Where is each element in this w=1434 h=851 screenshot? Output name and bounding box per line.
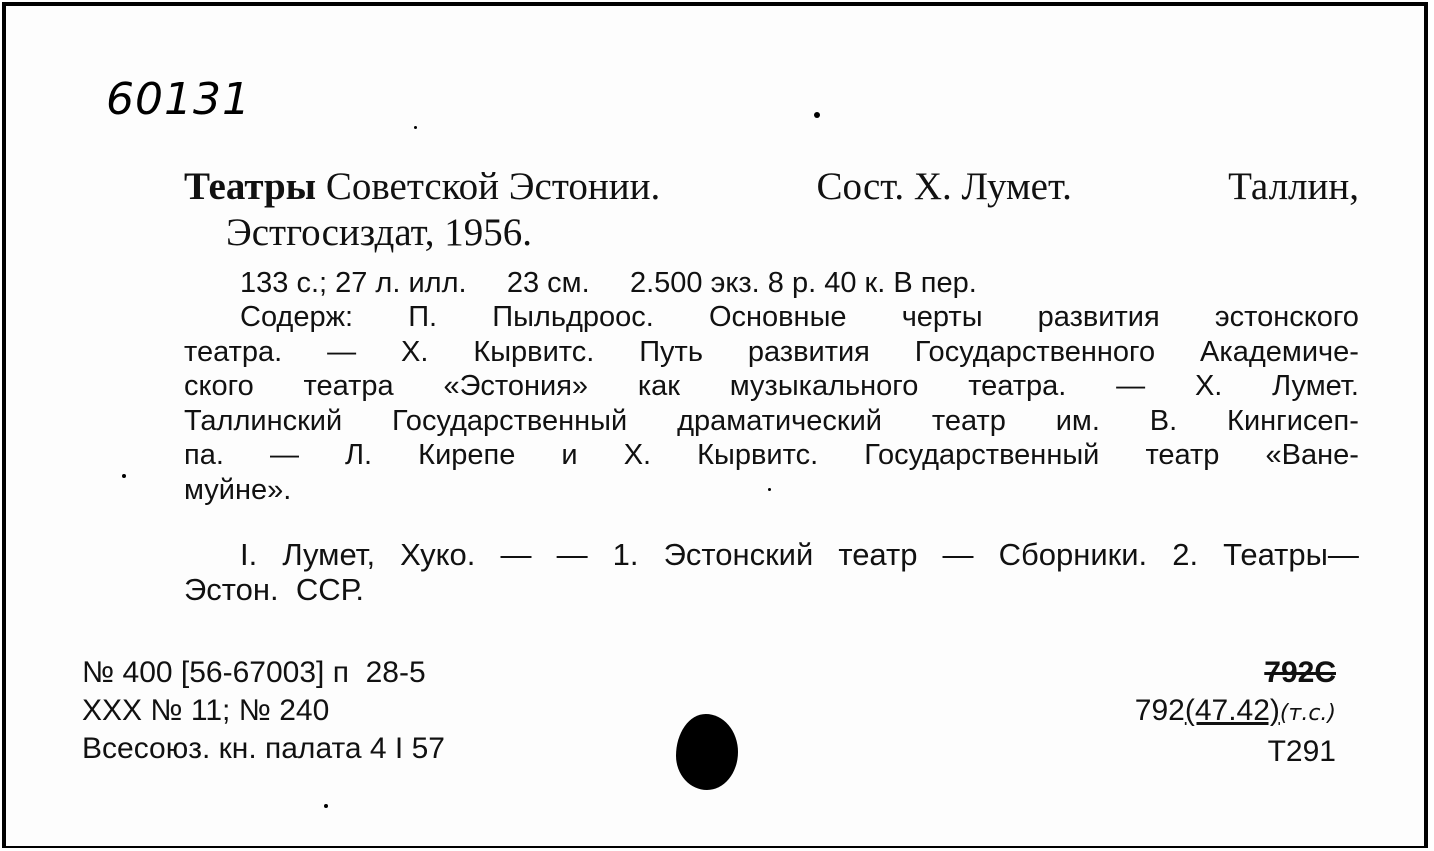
ink-speck bbox=[414, 126, 417, 129]
contents-word: театр bbox=[1145, 439, 1220, 471]
contents-line bbox=[184, 473, 1359, 508]
contents-word: Государственный bbox=[392, 404, 628, 437]
contents-word: Государственного bbox=[914, 335, 1156, 368]
heading-place: Таллин, bbox=[1228, 165, 1359, 208]
contents-word: — bbox=[1116, 370, 1146, 402]
contents-word: Кирепе bbox=[418, 439, 516, 471]
contents-word: черты bbox=[901, 301, 983, 333]
contents-line bbox=[184, 335, 1359, 370]
heading-publisher: Эстгосиздат, 1956. bbox=[226, 211, 532, 254]
handwritten-number: 60131 bbox=[106, 74, 251, 125]
contents-word: «Эстония» bbox=[443, 370, 589, 402]
heading-title: Театры bbox=[184, 165, 317, 208]
contents-word: театра. bbox=[968, 370, 1067, 402]
contents-word: муйне». bbox=[184, 473, 292, 506]
cutter-number: Т291 bbox=[1267, 735, 1336, 768]
heading-rest: Советской Эстонии. bbox=[325, 165, 661, 208]
contents-line bbox=[184, 404, 1359, 439]
contents-word: театра. bbox=[184, 335, 283, 368]
contents-word: П. bbox=[408, 301, 438, 333]
card-number-line: № 400 [56-67003] п 28-5 bbox=[82, 656, 426, 689]
contents-word: Путь bbox=[639, 335, 703, 368]
contents-word: Академиче- bbox=[1200, 335, 1359, 368]
contents-word: Основные bbox=[708, 301, 847, 333]
class-code-line bbox=[1135, 692, 1336, 733]
ink-speck bbox=[324, 804, 328, 808]
contents-word: В. bbox=[1149, 404, 1178, 437]
entry-heading bbox=[184, 164, 1359, 210]
card-imprint bbox=[82, 654, 445, 768]
tracings-word: Театры— bbox=[1223, 537, 1359, 572]
contents-line bbox=[184, 438, 1359, 473]
heading-compiler: Сост. Х. Лумет. bbox=[816, 165, 1072, 208]
contents-word: Х. bbox=[623, 439, 652, 471]
tracings-line bbox=[240, 537, 1359, 572]
contents-word: «Ване- bbox=[1265, 439, 1359, 471]
contents-word: Содерж: bbox=[240, 301, 354, 333]
collation-line: 133 с.; 27 л. илл. 23 см. 2.500 экз. 8 р. 40 к. В пер. bbox=[240, 267, 977, 299]
contents-word: Таллинский bbox=[184, 404, 343, 437]
ink-speck bbox=[122, 474, 126, 478]
contents-word: Х. bbox=[401, 335, 429, 368]
contents-line bbox=[240, 300, 1359, 335]
punch-hole bbox=[676, 714, 738, 790]
chamber-line: Всесоюз. кн. палата 4 I 57 bbox=[82, 732, 445, 765]
tracings-word: 1. bbox=[612, 537, 639, 572]
heading-title-group bbox=[184, 164, 660, 210]
contents-word: Государственный bbox=[864, 439, 1100, 471]
tracings-word: Хуко. bbox=[400, 537, 476, 572]
contents-word: драматический bbox=[677, 404, 882, 437]
tracings-word: Эстонский bbox=[663, 537, 814, 572]
contents-word: — bbox=[327, 335, 357, 368]
tracings-word: — bbox=[942, 537, 974, 572]
contents-word: Кырвитс. bbox=[697, 439, 819, 471]
tracings-word: театр bbox=[838, 537, 918, 572]
contents-word: развития bbox=[1037, 301, 1160, 333]
contents-note bbox=[184, 300, 1359, 507]
class-code-underlined: (47.42) bbox=[1184, 694, 1280, 727]
contents-word: Кингисеп- bbox=[1227, 404, 1359, 437]
tracings-word: Лумет, bbox=[282, 537, 376, 572]
tracings bbox=[184, 537, 1359, 607]
contents-word: эстонского bbox=[1214, 301, 1359, 333]
classification-block bbox=[1135, 654, 1336, 771]
contents-word: театра bbox=[303, 370, 394, 402]
contents-word: Лумет. bbox=[1272, 370, 1359, 402]
contents-word: Л. bbox=[345, 439, 373, 471]
contents-word: и bbox=[561, 439, 578, 471]
catalog-card bbox=[2, 2, 1428, 848]
tracings-line-last: Эстон. ССР. bbox=[184, 572, 365, 607]
contents-word: па. bbox=[184, 439, 224, 471]
contents-word: Кырвитс. bbox=[473, 335, 595, 368]
ink-speck bbox=[814, 112, 820, 118]
tracings-word: — bbox=[500, 537, 532, 572]
contents-word: как bbox=[637, 370, 680, 402]
contents-word: Х. bbox=[1194, 370, 1223, 402]
contents-word: им. bbox=[1055, 404, 1100, 437]
contents-word: ского bbox=[184, 370, 254, 402]
class-code-handnote: (т.с.) bbox=[1279, 701, 1336, 726]
contents-word: — bbox=[269, 439, 299, 471]
tracings-word: 2. bbox=[1172, 537, 1199, 572]
contents-word: театр bbox=[931, 404, 1006, 437]
contents-word: Пыльдроос. bbox=[492, 301, 654, 333]
class-code: 792 bbox=[1134, 694, 1185, 727]
contents-word: музыкального bbox=[729, 370, 919, 402]
tracings-word: — bbox=[556, 537, 588, 572]
tracings-word: Сборники. bbox=[998, 537, 1148, 572]
contents-word: развития bbox=[747, 335, 870, 368]
tracings-word: I. bbox=[240, 537, 258, 572]
bibliographic-entry bbox=[184, 164, 1359, 607]
contents-line bbox=[184, 369, 1359, 404]
chronicle-line: XXX № 11; № 240 bbox=[82, 694, 330, 727]
struck-class-code: 792С bbox=[1264, 656, 1336, 689]
